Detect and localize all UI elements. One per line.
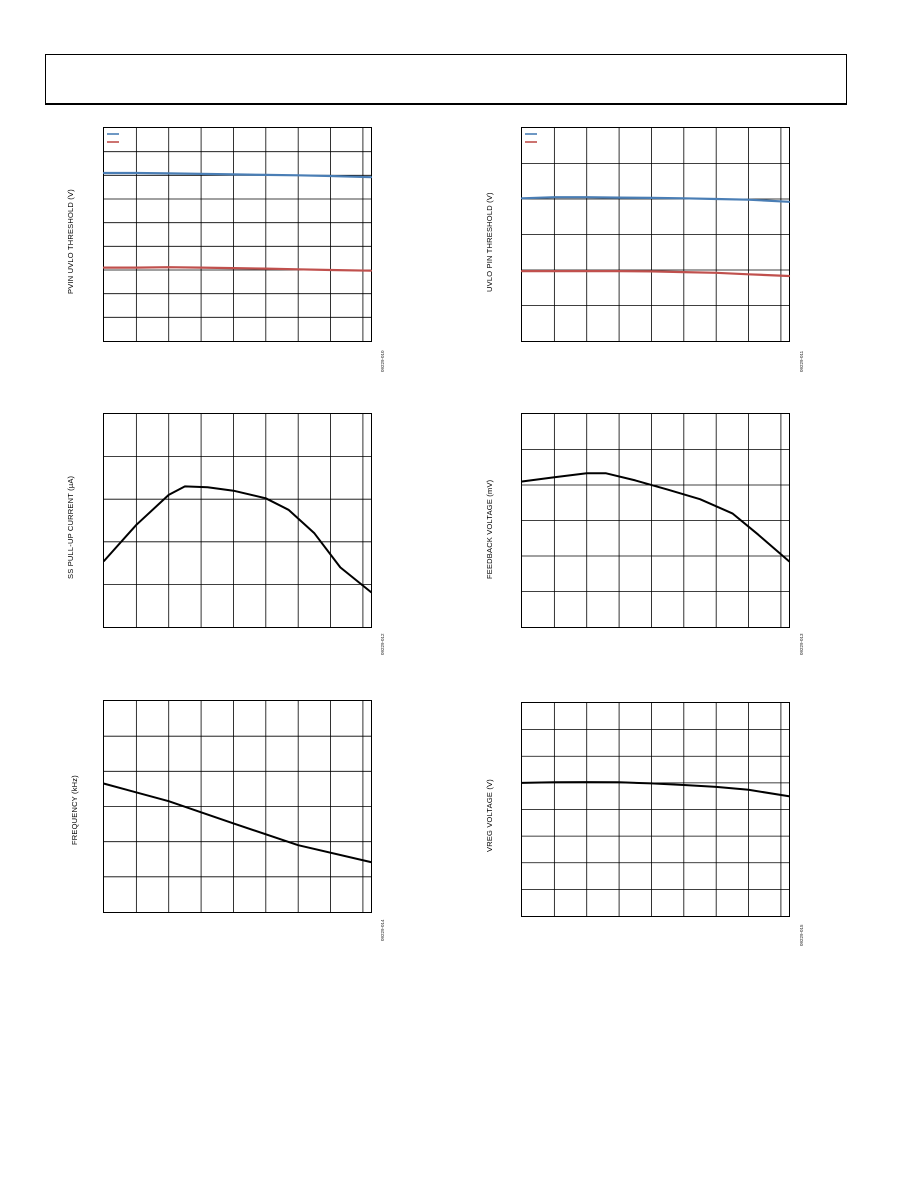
y-axis-label: SS PULL-UP CURRENT (µA) [66,475,75,579]
chart-svg [522,128,789,341]
series-line [522,473,789,561]
chart-svg [522,703,789,916]
series-line [104,784,371,863]
figure-id: 09229-010 [380,350,385,372]
figure-id: 09229-015 [799,924,804,946]
series-line [522,197,789,202]
page-header-box [45,54,847,105]
chart-feedback-voltage [521,413,790,628]
figure-id: 09229-012 [380,633,385,655]
series-line [522,271,789,276]
series-line [522,782,789,796]
figure-id: 09229-014 [380,919,385,941]
figure-id: 09229-013 [799,633,804,655]
chart-svg [104,128,371,341]
y-axis-label: VREG VOLTAGE (V) [485,779,494,852]
series-line [104,486,371,592]
chart-svg [104,414,371,627]
chart-frequency [103,700,372,913]
chart-svg [522,414,789,627]
y-axis-label: PVIN UVLO THRESHOLD (V) [66,189,75,294]
figure-id: 09229-011 [799,350,804,372]
y-axis-label: UVLO PIN THRESHOLD (V) [485,192,494,292]
chart-uvlo-pin [521,127,790,342]
y-axis-label: FEEDBACK VOLTAGE (mV) [485,479,494,579]
chart-vreg-voltage [521,702,790,917]
chart-svg [104,701,371,912]
chart-pvin-uvlo [103,127,372,342]
chart-ss-pullup [103,413,372,628]
y-axis-label: FREQUENCY (kHz) [70,775,79,845]
